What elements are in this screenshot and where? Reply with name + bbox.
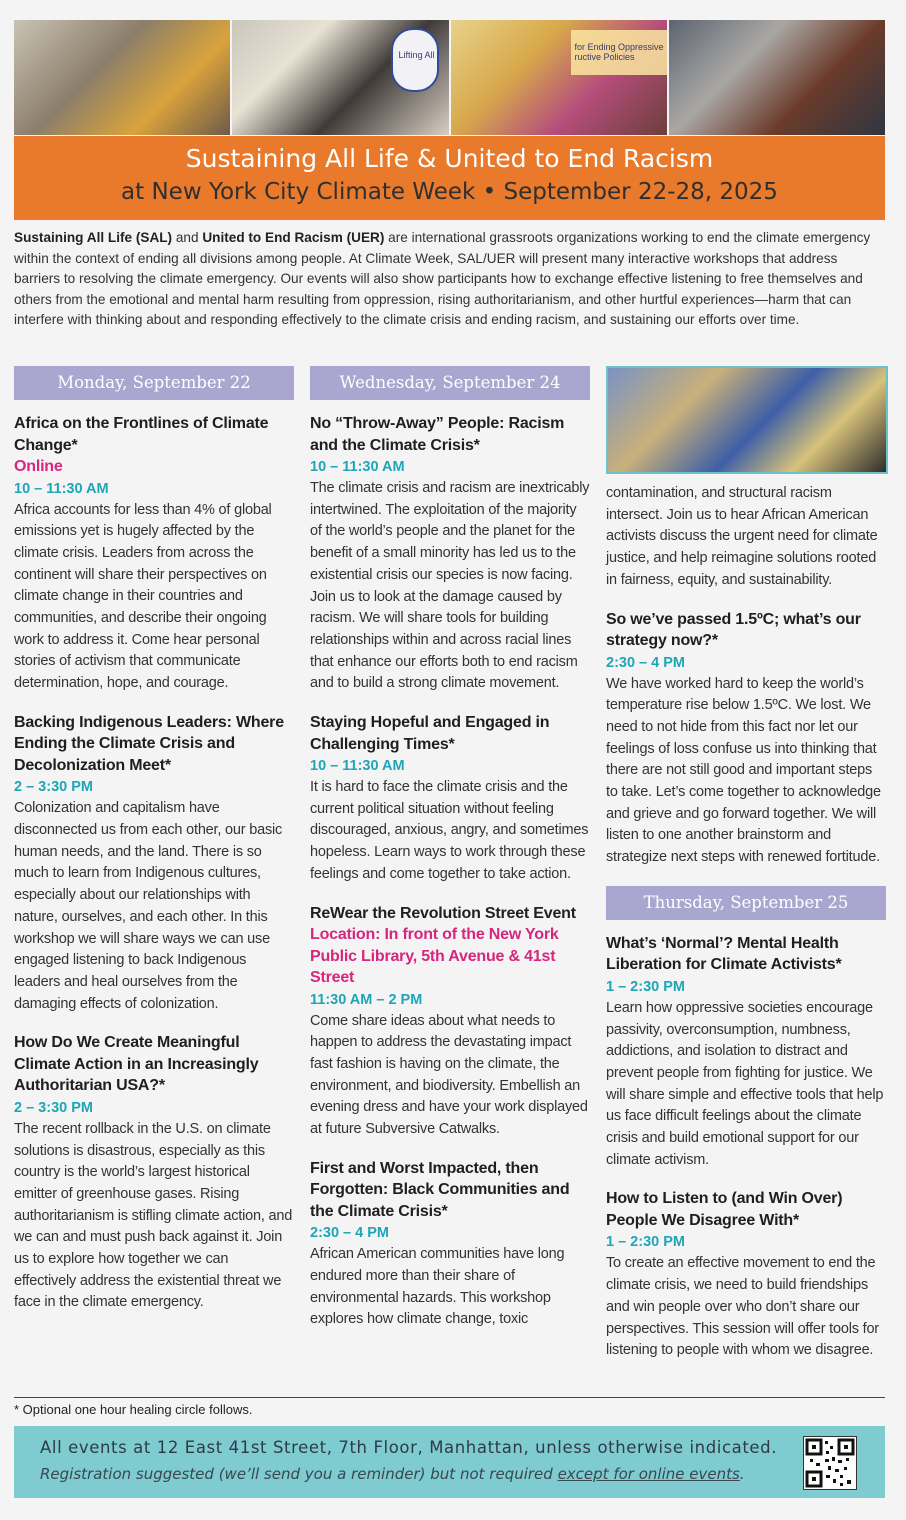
- photo-sign-text-2: for Ending Oppressive ructive Policies: [574, 42, 664, 62]
- event-description: Africa accounts for less than 4% of global emissions yet is hugely affected by the climate crisis. Leaders from across the continent will share their perspectives on climate change in their countries and communities, and describe their ongoing work to address it. Come hear personal stories of activism that communicate determination, hope, and courage.: [14, 501, 272, 692]
- event-photo-2: [232, 20, 448, 135]
- registration-note: Registration suggested (we’ll send you a reminder) but not required: [40, 1465, 553, 1483]
- event-card: [606, 1188, 886, 1362]
- event-photo-1: [14, 20, 230, 135]
- event-title: So we’ve passed 1.5ºC; what’s our strategy now?*: [606, 610, 861, 650]
- event-time: 1 – 2:30 PM: [606, 978, 685, 995]
- event-description: Come share ideas about what needs to happen to address the devastating impact fast fashion is having on the climate, the environment, and biodiversity. Embellish an evening dress and have your work displayed at future Subversive Catwalks.: [310, 1012, 588, 1138]
- event-card: [310, 1158, 590, 1331]
- event-description: The recent rollback in the U.S. on climate solutions is disastrous, especially as this country is the world’s largest historical emitter of greenhouse gases. Rising authoritarianism is stifling climate action, and we can and must push back against it. Join us to explore how together we can effectively address the existential threat we face in the climate emergency.: [14, 1120, 293, 1311]
- event-description: The climate crisis and racism are inextricably intertwined. The exploitation of the majority of the world’s people and the planet for the benefit of a small minority has led us to the existential crisis our species is now facing. Join us to look at the damage caused by racism. We will share tools for building relationships within and across racial lines that enhance our efforts both to end racism and to build a strong climate movement.: [310, 480, 590, 692]
- event-card: [310, 712, 590, 886]
- event-card: [606, 609, 886, 869]
- event-card-continued: [606, 483, 886, 592]
- day-header-thursday: Thursday, September 25: [606, 886, 886, 920]
- event-card: [14, 712, 294, 1016]
- event-time: 10 – 11:30 AM: [310, 758, 405, 775]
- event-time: 2 – 3:30 PM: [14, 779, 93, 796]
- event-time: 2:30 – 4 PM: [606, 654, 685, 671]
- column-monday: [14, 366, 294, 1331]
- event-description: Colonization and capitalism have disconnected us from each other, our basic human needs, and the land. There is so much to learn from Indigenous cultures, especially about our relationships with nature, ourselves, and each other. In this workshop we will share ways we can use engaged listening to back Indigenous leaders and heal ourselves from the damaging effects of colonization.: [14, 800, 283, 1012]
- org-name-uer: United to End Racism (UER): [202, 230, 385, 245]
- event-photo-3: [451, 20, 667, 135]
- footer-banner: [14, 1426, 885, 1498]
- event-card: [310, 903, 590, 1141]
- org-name-sal: Sustaining All Life (SAL): [14, 230, 173, 245]
- photo-sign-text-1: Lifting All: [398, 50, 435, 60]
- event-card: [606, 933, 886, 1172]
- event-title: No “Throw-Away” People: Racism and the Climate Crisis*: [310, 415, 565, 454]
- event-description: Learn how oppressive societies encourage passivity, overconsumption, numbness, addictions, and isolation to distract and prevent people from fighting for justice. We will share simple and effective tools that help us face difficult feelings about the climate crisis and build emotional support for our climate activism.: [606, 999, 884, 1168]
- event-card: [310, 413, 590, 695]
- event-description: It is hard to face the climate crisis and the current political situation without feeling discouraged, anxious, angry, and sometimes hopeless. Learn ways to work through these feelings and come together to take action.: [310, 779, 589, 882]
- title-banner: [14, 136, 885, 220]
- event-description: To create an effective movement to end the climate crisis, we need to build friendships and win people over who don’t share our perspectives. This session will offer tools for listening to people with whom we disagree.: [606, 1255, 879, 1359]
- page-subtitle: at New York City Climate Week • September 22-28, 2025: [121, 179, 778, 205]
- lifting-all-sign-image: [391, 28, 439, 92]
- footnote: * Optional one hour healing circle follows.: [14, 1402, 253, 1417]
- event-title: ReWear the Revolution Street Event: [310, 904, 576, 922]
- event-photo-4: [669, 20, 885, 135]
- event-title: Backing Indigenous Leaders: Where Ending the Climate Crisis and Decolonization Meet*: [14, 713, 284, 774]
- event-time: 11:30 AM – 2 PM: [310, 991, 423, 1008]
- column-continued-thursday: [606, 366, 886, 1379]
- event-location: Online: [14, 458, 63, 475]
- event-description: African American communities have long endured more than their share of environmental hazards. This workshop explores how climate change, toxic: [310, 1246, 565, 1328]
- event-time: 10 – 11:30 AM: [310, 459, 405, 475]
- registration-online-link[interactable]: except for online events: [557, 1465, 740, 1483]
- event-description-continued: contamination, and structural racism intersect. Join us to hear African American activists discuss the urgent need for climate justice, and help reimagine solutions rooted in fairness, equity, and sustainability.: [606, 485, 878, 588]
- event-time: 1 – 2:30 PM: [606, 1234, 685, 1251]
- event-title: How Do We Create Meaningful Climate Action in an Increasingly Authoritarian USA?*: [14, 1034, 259, 1095]
- event-time: 2:30 – 4 PM: [310, 1225, 389, 1242]
- intro-and: and: [175, 230, 199, 245]
- day-header-wednesday: Wednesday, September 24: [310, 366, 590, 400]
- column-wednesday: [310, 366, 590, 1348]
- intro-paragraph: [14, 228, 885, 331]
- event-location: Location: In front of the New York Public Library, 5th Avenue & 41st Street: [310, 926, 559, 987]
- event-title: First and Worst Impacted, then Forgotten: Black Communities and the Climate Crisis*: [310, 1159, 570, 1220]
- event-card: [14, 1032, 294, 1314]
- page-title: Sustaining All Life & United to End Racism: [185, 144, 714, 173]
- registration-text: [40, 1465, 745, 1483]
- event-title: Staying Hopeful and Engaged in Challenging Times*: [310, 714, 550, 753]
- photo-strip: [14, 20, 885, 135]
- event-description: We have worked hard to keep the world’s temperature rise below 1.5ºC. We lost. We need to not hide from this fact nor let our feelings of loss confuse us into thinking that there are not still good and important steps to take. Let’s come together to acknowledge and grieve and go forward together. We will listen to one another brainstorm and strategize next steps with renewed fortitude.: [606, 675, 881, 866]
- qr-code-icon[interactable]: [803, 1436, 857, 1490]
- day-header-monday: Monday, September 22: [14, 366, 294, 400]
- registration-end: .: [739, 1465, 745, 1483]
- event-title: What’s ‘Normal’? Mental Health Liberation for Climate Activists*: [606, 934, 842, 974]
- event-time: 2 – 3:30 PM: [14, 1099, 93, 1116]
- footnote-divider: [14, 1397, 885, 1398]
- venue-text: All events at 12 East 41st Street, 7th Floor, Manhattan, unless otherwise indicated.: [40, 1438, 778, 1457]
- event-title: Africa on the Frontlines of Climate Change*: [14, 415, 269, 454]
- workshop-photo: [606, 366, 888, 474]
- event-card: [14, 413, 294, 695]
- event-title: How to Listen to (and Win Over) People We Disagree With*: [606, 1190, 843, 1229]
- event-time: 10 – 11:30 AM: [14, 480, 109, 497]
- intro-text: are international grassroots organizations working to end the climate emergency within the context of ending all divisions among people. At Climate Week, SAL/UER will present many interactive workshops that address barriers to resolving the climate emergency. Our events will also show participants how to exchange effective listening to free themselves and others from the emotional and mental harm resulting from oppression, rising authoritarianism, and other hurtful experiences—harm that can interfere with thinking about and responding effectively to the climate crisis and ending racism, and sustaining our efforts over time.: [14, 230, 871, 327]
